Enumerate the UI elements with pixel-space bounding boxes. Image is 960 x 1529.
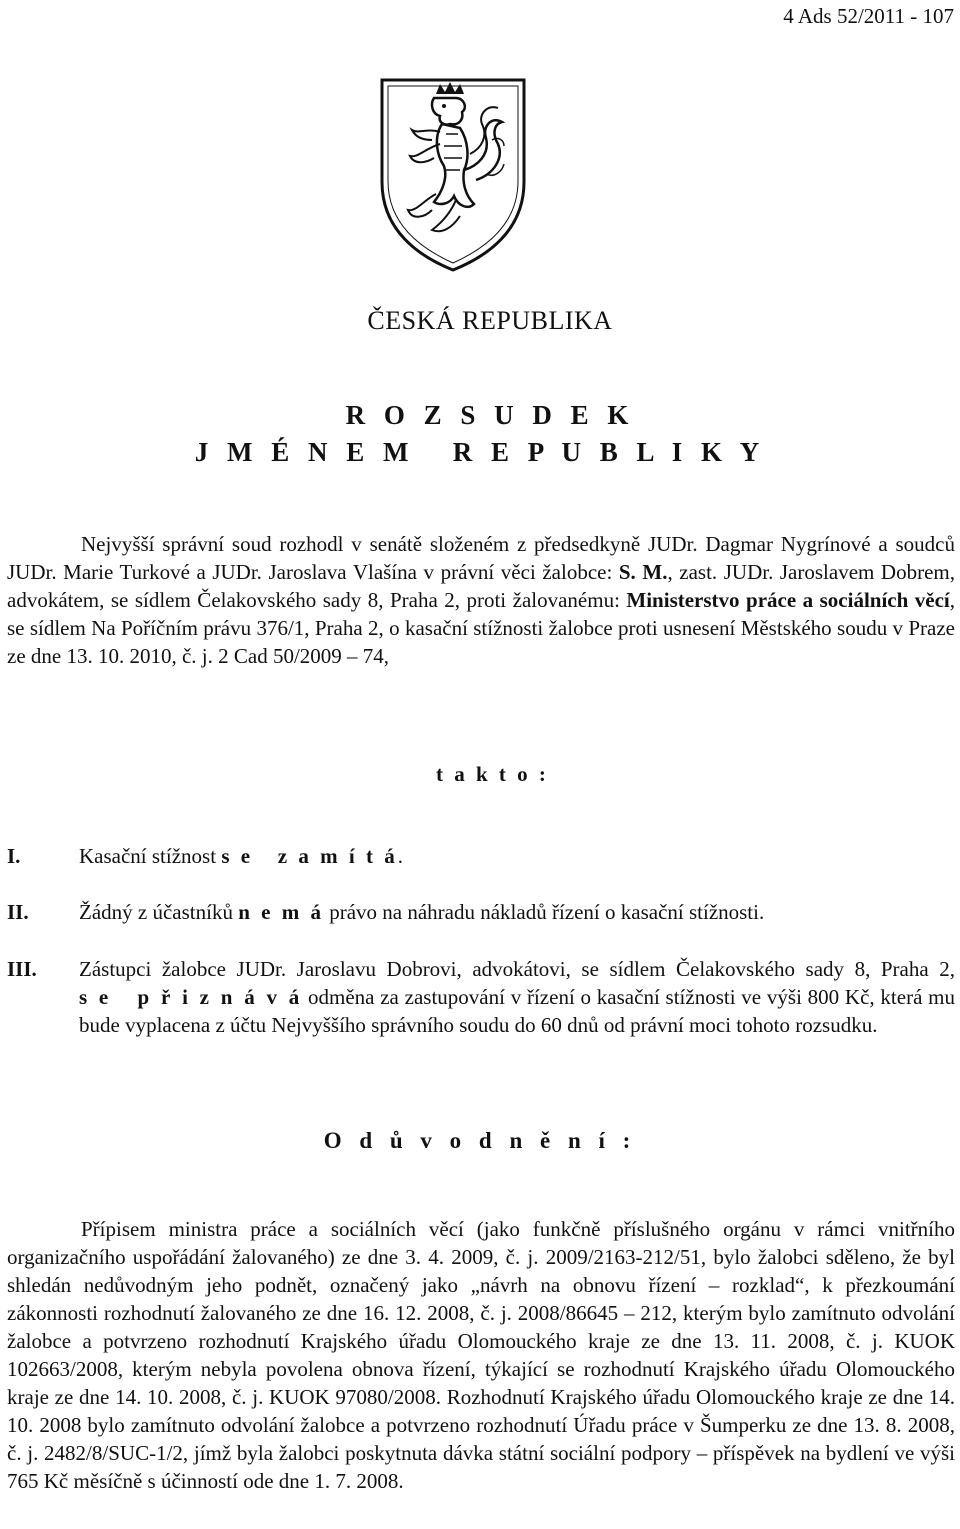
item-text: Žádný z účastníků: [79, 900, 239, 924]
item-text-end: .: [397, 844, 403, 868]
defendant-name: Ministerstvo práce a sociálních věcí: [626, 588, 950, 612]
reasoning-heading: O d ů v o d n ě n í :: [323, 1128, 637, 1153]
verdict-title: R O Z S U D E K: [345, 400, 635, 430]
item-number: II.: [7, 900, 29, 924]
item-text: Zástupci žalobce JUDr. Jaroslavu Dobrovi, advokátovi, se sídlem Čelakovského sady 8, Praha 2,: [79, 957, 955, 981]
czech-state-emblem-lion-icon: [378, 74, 528, 272]
item-emphasis: s e z a m í t á: [221, 844, 398, 868]
item-text-end: právo na náhradu nákladů řízení o kasační stížnosti.: [323, 900, 765, 924]
intro-text-2: , zast. JUDr. Jaroslavem Dobrem, advokátem, se sídlem Čelakovského sady 8, Praha 2, proti žalovanému:: [7, 560, 955, 612]
reasoning-paragraph: Přípisem ministra práce a sociálních věcí (jako funkčně příslušného orgánu v rámci vnitřního organizačního uspořádání žalovaného) ze dne 3. 4. 2009, č. j. 2009/2163-212/51, bylo žalobci sděleno, že byl shledán nedůvodným jeho podnět, označený jako „návrh na obnovu řízení – rozklad“, k přezkoumání zákonnosti rozhodnutí žalovaného ze dne 16. 12. 2008, č. j. 2008/86645 – 212, kterým bylo zamítnuto odvolání žalobce a potvrzeno rozhodnutí Krajského úřadu Olomouckého kraje ze dne 13. 11. 2008, č. j. KUOK 102663/2008, kterým nebyla povolena obnova řízení, týkající se rozhodnutí Krajského úřadu Olomouckého kraje ze dne 14. 10. 2008, č. j. KUOK 97080/2008. Rozhodnutí Krajského úřadu Olomouckého kraje ze dne 14. 10. 2008 bylo zamítnuto odvolání žalobce a potvrzeno rozhodnutí Úřadu práce v Šumperku ze dne 13. 8. 2008, č. j. 2482/8/SUC-1/2, jímž byla žalobci poskytnuta dávka státní sociální podpory – příspěvek na bydlení ve výši 765 Kč měsíčně s účinností ode dne 1. 7. 2008.: [7, 1217, 955, 1493]
verdict-subtitle: J M É N E M R E P U B L I K Y: [194, 437, 766, 467]
item-number: I.: [7, 844, 21, 868]
intro-text-1: Nejvyšší správní soud rozhodl v senátě složeném z předsedkyně JUDr. Dagmar Nygrínové a soudců JUDr. Marie Turkové a JUDr. Jaroslava Vlašína v právní věci žalobce:: [7, 532, 955, 584]
item-emphasis: n e m á: [238, 900, 324, 924]
state-name: ČESKÁ REPUBLIKA: [367, 306, 613, 335]
item-number: III.: [7, 957, 37, 981]
file-number: 4 Ads 52/2011 - 107: [783, 4, 954, 28]
takto-heading: t a k t o :: [436, 762, 549, 786]
item-text: Kasační stížnost: [79, 844, 222, 868]
item-emphasis: s e p ř i z n á v á: [79, 985, 303, 1009]
intro-paragraph: [7, 530, 955, 670]
item-text-end: odměna za zastupování v řízení o kasační stížnosti ve výši 800 Kč, která mu bude vyplacena z účtu Nejvyššího správního soudu do 60 dnů od právní moci tohoto rozsudku.: [79, 985, 955, 1037]
intro-text-3: , se sídlem Na Poříčním právu 376/1, Praha 2, o kasační stížnosti žalobce proti usnesení Městského soudu v Praze ze dne 13. 10. 2010, č. j. 2 Cad 50/2009 – 74,: [7, 588, 956, 668]
plaintiff-name: S. M.: [618, 560, 668, 584]
